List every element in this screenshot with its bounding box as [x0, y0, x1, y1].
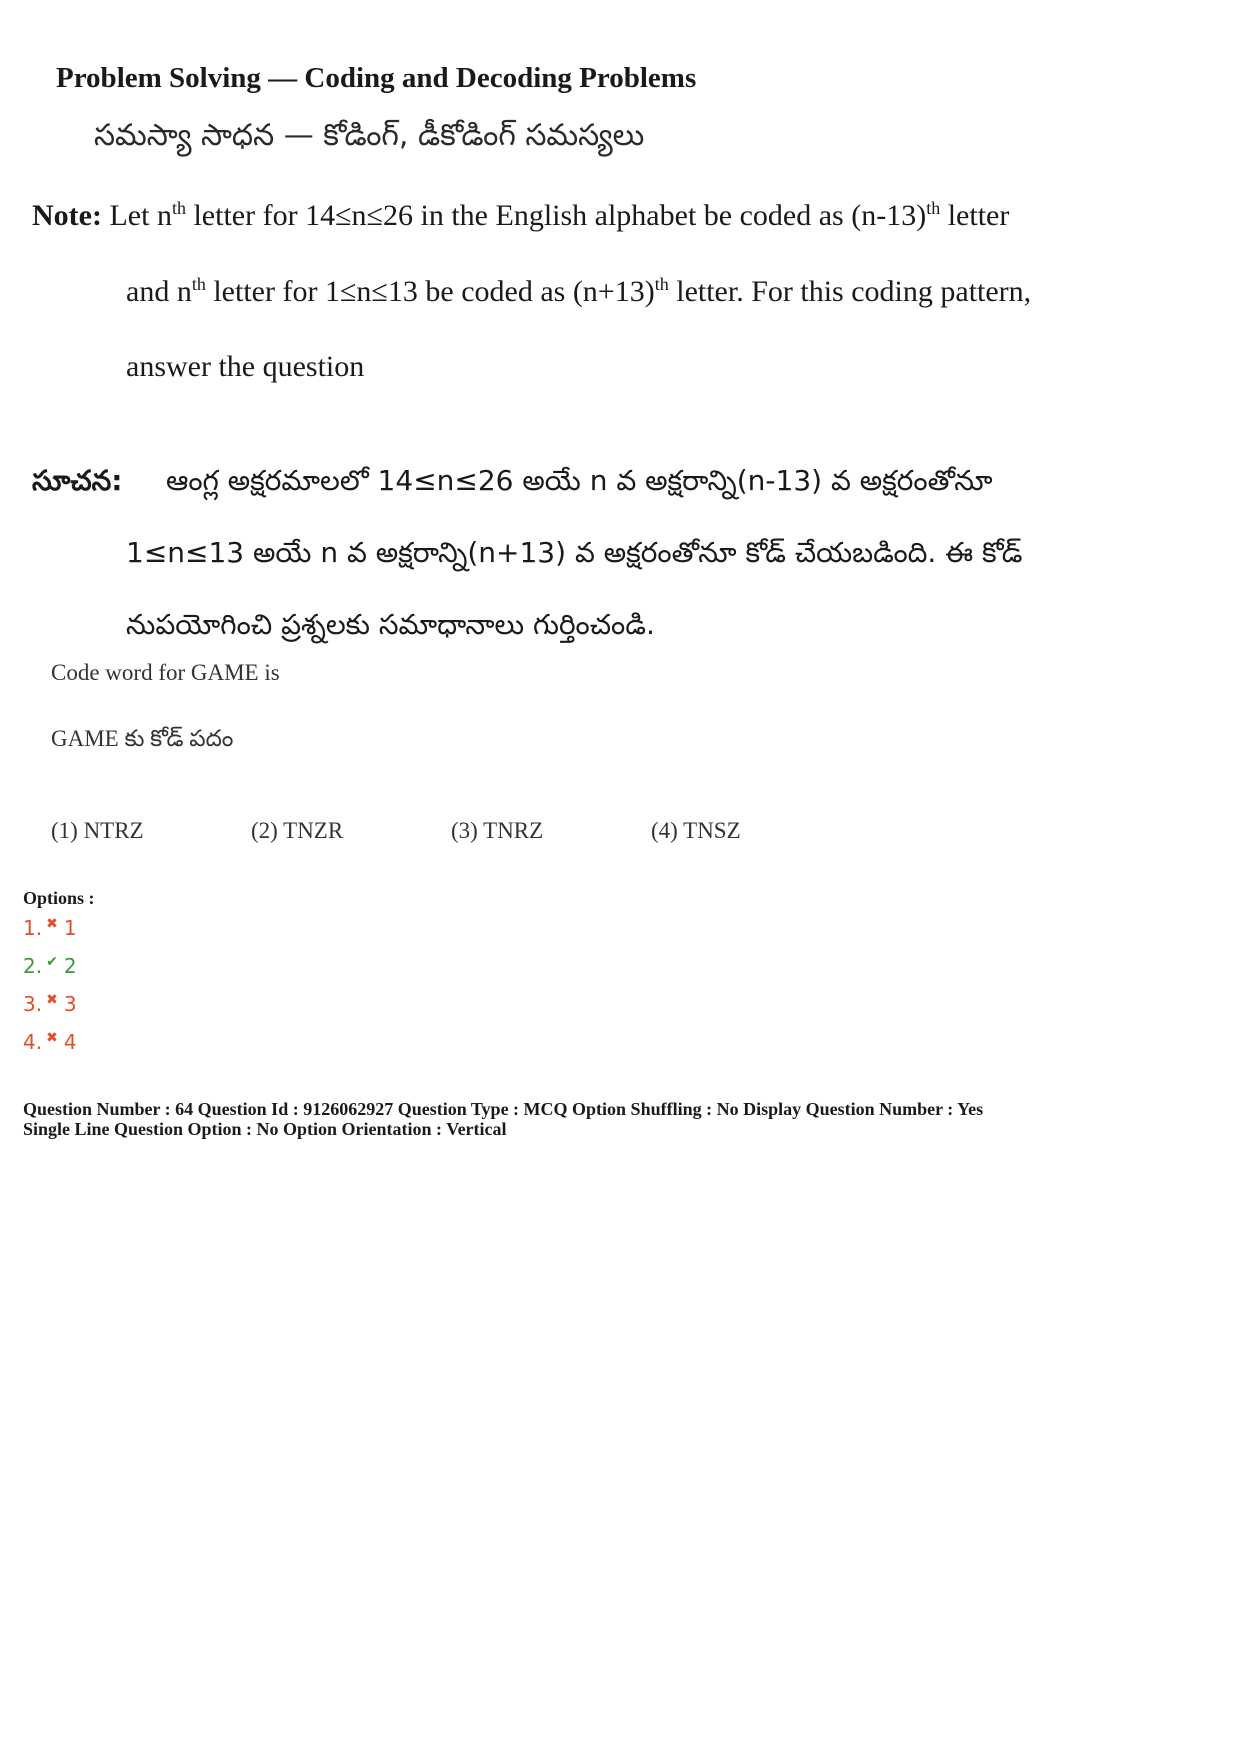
check-icon: ✔	[46, 954, 58, 970]
note-text: and n	[126, 275, 192, 308]
note-line-3: answer the question	[126, 350, 365, 383]
option-number: 4.	[23, 1030, 43, 1054]
options-label: Options :	[23, 888, 95, 908]
choice-1: (1) NTRZ	[51, 818, 144, 843]
note-telugu-line-1: ఆంగ్ల అక్షరమాలలో 14≤n≤26 అయే n వ అక్షరాన్ని(n-13) వ అక్షరంతోనూ	[166, 464, 993, 497]
cross-icon: ✖	[46, 992, 58, 1008]
note-telugu-line-3: నుపయోగించి ప్రశ్నలకు సమాధానాలు గుర్తించండి.	[126, 608, 655, 641]
note-line-2	[126, 274, 1031, 309]
option-1	[23, 916, 77, 940]
note-label: Note:	[32, 199, 102, 232]
question-meta-line-1: Question Number : 64 Question Id : 9126062927 Question Type : MCQ Option Shuffling : No Display Question Number : Yes	[23, 1099, 984, 1119]
question-text-telugu: GAME కు కోడ్ పదం	[51, 726, 234, 751]
superscript: th	[191, 274, 206, 294]
option-3	[23, 992, 77, 1016]
note-text: letter	[940, 199, 1010, 232]
option-2	[23, 954, 77, 978]
option-value: 1	[63, 916, 77, 940]
note-line-1	[32, 198, 1009, 233]
superscript: th	[926, 198, 941, 218]
note-telugu-line-2: 1≤n≤13 అయే n వ అక్షరాన్ని(n+13) వ అక్షరంతోనూ కోడ్ చేయబడింది. ఈ కోడ్	[126, 536, 1023, 569]
note-text: letter for 14≤n≤26 in the English alphabet be coded as (n-13)	[185, 199, 927, 232]
note-text: letter for 1≤n≤13 be coded as (n+13)	[205, 275, 655, 308]
superscript: th	[171, 198, 186, 218]
note-label-telugu: సూచన:	[32, 464, 123, 497]
option-number: 2.	[23, 954, 43, 978]
question-meta-line-2: Single Line Question Option : No Option Orientation : Vertical	[23, 1119, 507, 1139]
option-number: 3.	[23, 992, 43, 1016]
choice-4: (4) TNSZ	[651, 818, 741, 843]
option-number: 1.	[23, 916, 43, 940]
option-value: 4	[63, 1030, 77, 1054]
section-title-telugu: సమస్యా సాధన — కోడింగ్, డీకోడింగ్ సమస్యలు	[94, 118, 645, 153]
option-4	[23, 1030, 77, 1054]
note-text: letter. For this coding pattern,	[668, 275, 1032, 308]
cross-icon: ✖	[46, 916, 58, 932]
note-text: Let n	[101, 199, 172, 232]
choice-2: (2) TNZR	[251, 818, 344, 843]
option-value: 2	[63, 954, 77, 978]
superscript: th	[654, 274, 669, 294]
cross-icon: ✖	[46, 1030, 58, 1046]
section-title: Problem Solving — Coding and Decoding Problems	[56, 62, 697, 94]
choice-3: (3) TNRZ	[451, 818, 544, 843]
option-value: 3	[63, 992, 77, 1016]
question-text: Code word for GAME is	[51, 660, 280, 685]
